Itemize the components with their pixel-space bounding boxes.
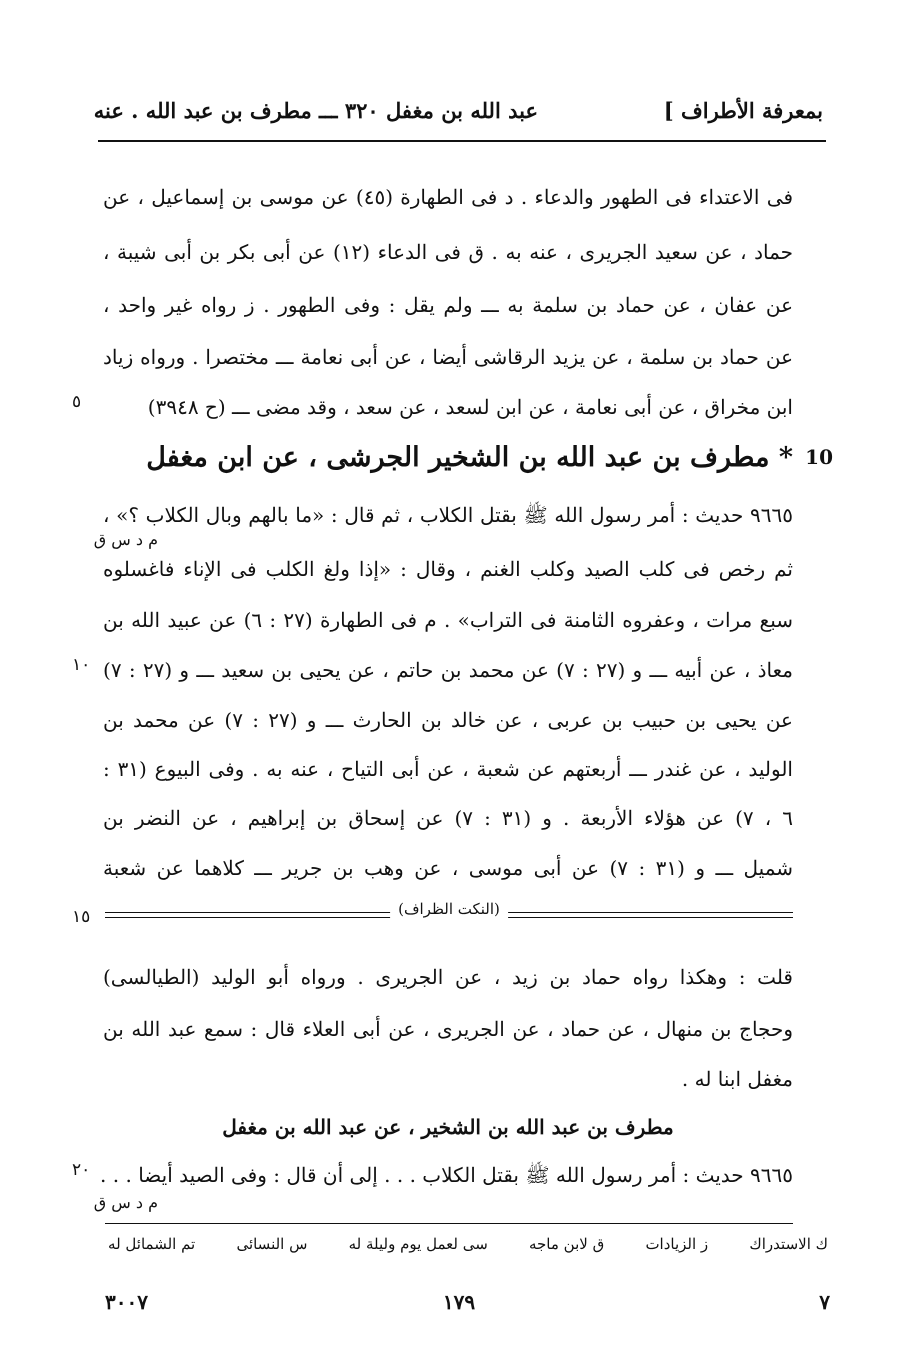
istidrak-heading: مطرف بن عبد الله بن الشخير ، عن عبد الله بن مغفل — [222, 1115, 674, 1139]
page-number: ١٧٩ — [442, 1290, 476, 1314]
istidrak-line: ٩٦٦٥ حديث : أمر رسول الله ﷺ بقتل الكلاب . . . إلى أن قال : وفى الصيد أيضا . . . — [100, 1163, 793, 1187]
sigla-key-item: تم الشمائل له — [108, 1235, 196, 1253]
hadith-line-7: ٦ ، ٧) عن هؤلاء الأربعة . و (٣١ : ٧) عن إسحاق بن إبراهيم ، عن النضر بن — [103, 806, 793, 830]
margin-line-number-20: ٢٠ — [72, 1160, 91, 1180]
text-line-3: عن عفان ، عن حماد بن سلمة به ـــ ولم يقل : وفى الطهور . ز رواه غير واحد ، — [103, 293, 793, 317]
margin-line-number-5: ٥ — [72, 392, 82, 412]
section-heading: * مطرف بن عبد الله بن الشخير الجرشى ، عن ابن مغفل — [146, 442, 793, 473]
hadith-line-6: الوليد ، عن غندر ـــ أربعتهم عن شعبة ، عن أبى التياح ، عنه به . وفى البيوع (٣١ : — [103, 757, 793, 781]
sigla-key-item: ق لابن ماجه — [528, 1235, 605, 1253]
note-line-1: قلت : وهكذا رواه حماد بن زيد ، عن الجريرى . ورواه أبو الوليد (الطيالسى) — [103, 965, 793, 989]
running-header-title: بمعرفة الأطراف ] — [663, 98, 823, 123]
note-line-2: وحجاج بن منهال ، عن حماد ، عن الجريرى ، عن أبى العلاء قال : سمع عبد الله بن — [103, 1017, 793, 1041]
text-line-4: عن حماد بن سلمة ، عن يزيد الرقاشى أيضا ، عن أبى نعامة ـــ مختصرا . ورواه زياد — [103, 345, 793, 369]
sigla-key-item: سى لعمل يوم وليلة له — [348, 1235, 488, 1253]
text-line-5: ابن مخراق ، عن أبى نعامة ، عن ابن لسعد ، عن سعد ، وقد مضى ـــ (ح ٣٩٤٨) — [147, 395, 793, 419]
margin-line-number-15: ١٥ — [72, 907, 91, 927]
continuous-page-number: ٣٠٠٧ — [105, 1290, 148, 1314]
hadith-line-3: سبع مرات ، وعفروه الثامنة فى التراب» . م فى الطهارة (٢٧ : ٦) عن عبيد الله بن — [103, 608, 793, 632]
header-rule — [98, 140, 826, 142]
note-line-3: مغفل ابنا له . — [681, 1067, 793, 1091]
sigla-key-item: ك الاستدراك — [749, 1235, 828, 1253]
divider-label: (النكت الظراف) — [390, 900, 508, 918]
hadith-line-1: ٩٦٦٥ حديث : أمر رسول الله ﷺ بقتل الكلاب ، ثم قال : «ما بالهم وبال الكلاب ؟» ، — [103, 503, 793, 527]
footer-rule — [105, 1223, 793, 1224]
text-line-1: فى الاعتداء فى الطهور والدعاء . د فى الطهارة (٤٥) عن موسى بن إسماعيل ، عن — [103, 185, 793, 209]
hadith-line-2: ثم رخص فى كلب الصيد وكلب الغنم ، وقال : «إذا ولغ الكلب فى الإناء فاغسلوه — [103, 557, 793, 581]
hadith-line-8: شميل ـــ و (٣١ : ٧) عن أبى موسى ، عن وهب بن جرير ـــ كلاهما عن شعبة — [103, 856, 794, 880]
running-header-section: عبد الله بن مغفل ٣٢٠ ـــ مطرف بن عبد الله . عنه — [93, 98, 538, 123]
sigla-istidrak: م د س ق — [93, 1193, 158, 1212]
hadith-line-5: عن يحيى بن حبيب بن عربى ، عن خالد بن الحارث ـــ و (٢٧ : ٧) عن محمد بن — [103, 708, 793, 732]
sigla-key-item: ز الزيادات — [645, 1235, 709, 1253]
nukat-divider — [105, 900, 793, 930]
text-line-2: حماد ، عن سعيد الجريرى ، عنه به . ق فى الدعاء (١٢) عن أبى بكر بن أبى شيبة ، — [103, 240, 793, 264]
margin-line-number-10: ١٠ — [72, 655, 91, 675]
margin-number-10-latin: 10 — [805, 445, 833, 469]
sigla-hadith: م د س ق — [93, 530, 158, 549]
sigla-key — [108, 1235, 828, 1253]
hadith-line-4: معاذ ، عن أبيه ـــ و (٢٧ : ٧) عن محمد بن حاتم ، عن يحيى بن سعيد ـــ و (٢٧ : ٧) — [103, 658, 794, 682]
volume-number: ٧ — [819, 1290, 830, 1314]
sigla-key-item: س النسائى — [236, 1235, 308, 1253]
